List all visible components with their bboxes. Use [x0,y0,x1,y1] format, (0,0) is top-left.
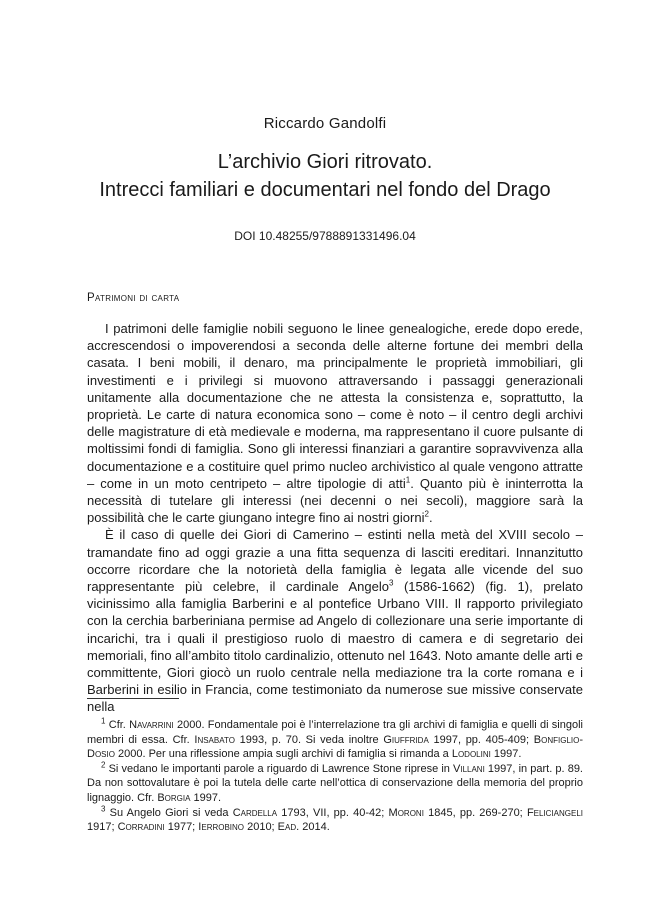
title-line-1: L’archivio Giori ritrovato. [217,151,433,173]
footnote-ref-2[interactable]: 2 [424,509,429,519]
footnote-1: $^1$ Cfr. Navarrini 2000. Fondamentale poi è l’interrelazione tra gli archivi di famiglia e quelli di singoli membri di essa. Cfr. Insabato 1993, p. 70. Si veda inoltre Giuffrida 1997, pp. 405-409; Bonfiglio-Dosio 2000. Per una riflessione ampia sugli archivi di famiglia si rimanda a Lodolini 1997. [87,716,584,761]
title-line-2: Intrecci familiari e documentari nel fondo del Drago [99,179,551,201]
body-text [87,320,583,716]
footnote-separator [87,698,179,699]
footnote-ref-3[interactable]: 3 [389,578,394,588]
footnote-3: $^3$ Su Angelo Giori si veda Cardella 1793, VII, pp. 40-42; Moroni 1845, pp. 269-270; Feliciangeli 1917; Corradini 1977; Ierrobino 2010; Ead. 2014. [87,803,584,834]
section-heading: Patrimoni di carta [87,292,180,304]
footnote-2: $^2$ Si vedano le importanti parole a riguardo di Lawrence Stone riprese in Villani 1997, in part. p. 89. Da non sottovalutare è poi la tutela delle carte nell’ottica di conservazione della memoria del proprio lignaggio. Cfr. Borgia 1997. [87,760,583,804]
footnote-ref-1[interactable]: 1 [405,475,411,485]
paragraph-2: È il caso di quelle dei Giori di Camerino – estinti nella metà del XVIII secolo – tramandate fino ad oggi grazie a una fitta sequenza di lasciti ereditari. Innanzitutto occorre ricordare che la notorietà della famiglia è legata alle vicende del suo rappresentante più celebre, il cardinale Angelo$^3$ (1586-1662) (fig. 1), prelato vicinissimo alla famiglia Barberini e al pontefice Urbano VIII. Il rapporto privilegiato con la cerchia barberiniana permise ad Angelo di collezionare una serie importante di incarichi, tra i quali il prestigioso ruolo di maestro di camera e di segretario dei memoriali, fino all’ambito titolo cardinalizio, ottenuto nel 1643. Noto amante delle arti e committente, Giori giocò un ruolo centrale nella mediazione tra la corte romana e i Barberini in esilio in Francia, come testimoniato da numerose sue missive conservate nella [87,527,583,715]
doi-identifier: DOI 10.48255/9788891331496.04 [234,229,416,243]
chapter-title [0,148,650,204]
footnotes [87,718,583,835]
author-name: Riccardo Gandolfi [263,115,387,132]
paragraph-1: I patrimoni delle famiglie nobili seguono le linee genealogiche, erede dopo erede, accrescendosi o impoverendosi a seconda delle alterne fortune dei membri della casata. I beni mobili, il denaro, ma principalmente le proprietà immobiliari, gli investimenti e i privilegi si muovono attraversando i passaggi generazionali unitamente alla documentazione che ne attesta la consistenza e, soprattutto, la proprietà. Le carte di natura economica sono – come è noto – il centro degli archivi delle magistrature di età medievale e moderna, ma rappresentano il cuore pulsante di moltissimi fondi di famiglia. Sono gli interessi finanziari a garantire sopravvivenza alla documentazione e a costituire quel primo nucleo archivistico al quale vengono attratte – come in un moto centripeto – altre tipologie di atti$^1$. Quanto più è ininterrotta la necessità di tutelare gli interessi (nei decenni o nei secoli), maggiore sarà la possibilità che le carte giungano integre fino ai nostri giorni$^2$. [87,321,583,526]
